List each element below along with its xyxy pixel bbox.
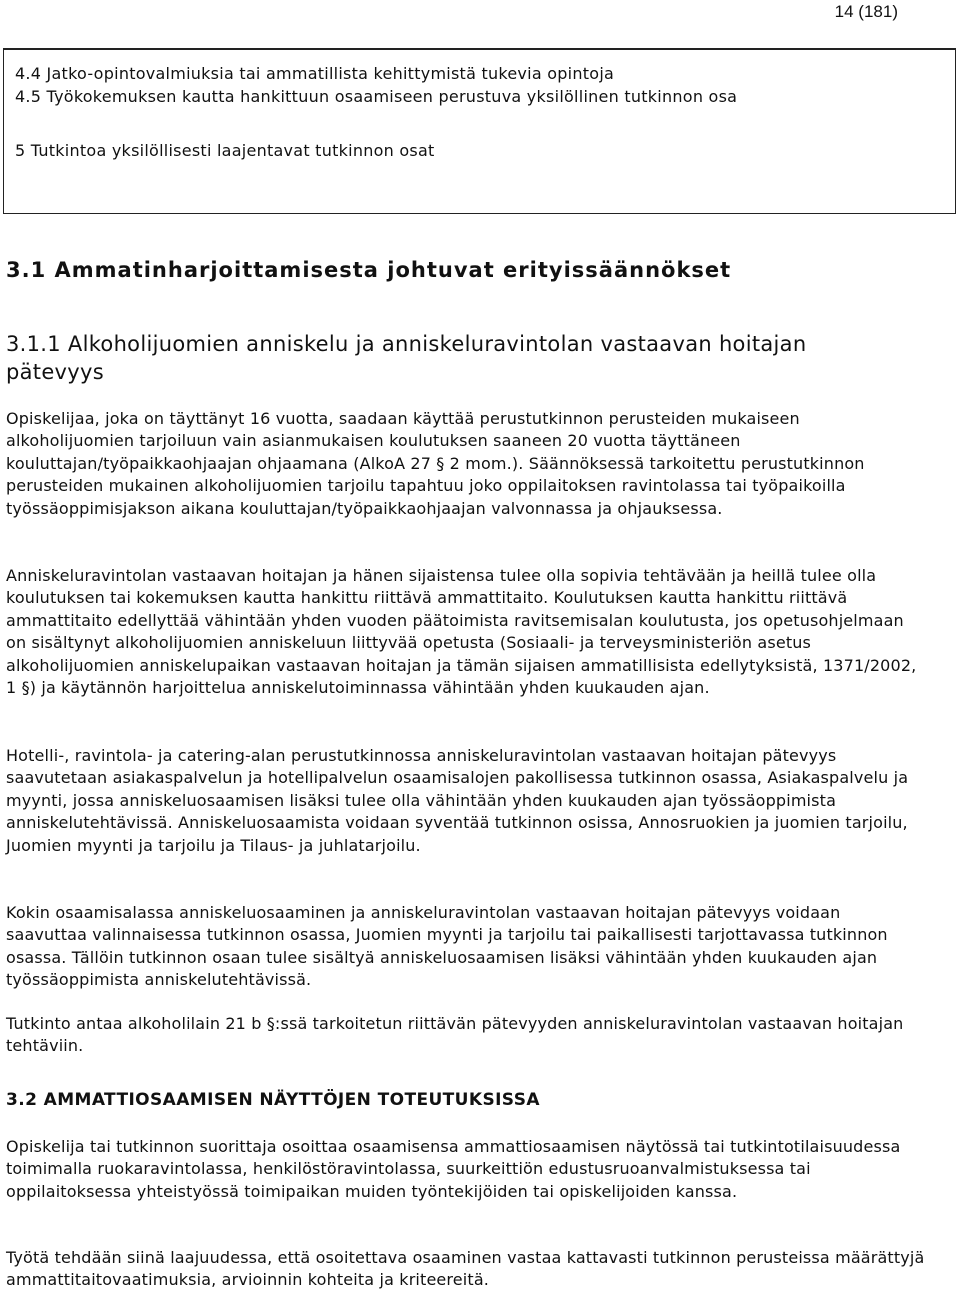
box-line-4-4: 4.4 Jatko-opintovalmiuksia tai ammatillista kehittymistä tukevia opintoja	[15, 64, 615, 83]
paragraph-4: Kokin osaamisalassa anniskeluosaaminen ja anniskeluravintolan vastaavan hoitajan pätevyys voidaan saavuttaa valinnaisessa tutkinnon osassa, Juomien myynti ja tarjoilu tai paikallisesti tarjottavassa tutkinnon osassa. Tällöin tutkinnon osaan tulee sisältyä anniskeluosaamisen lisäksi vähintään yhden kuukauden ajan työssäoppimista anniskelutehtävissä.	[6, 903, 888, 990]
paragraph-2: Anniskeluravintolan vastaavan hoitajan ja hänen sijaistensa tulee olla sopivia tehtävään ja heillä tulee olla koulutuksen tai kokemuksen kautta hankittu riittävä ammattitaito. Koulutuksen kautta hankittu riittävä ammattitaito edellyttää vähintään yhden vuoden päätoimista ravitsemisalan koulutusta, jos opetusohjelmaan on sisältynyt alkoholijuomien anniskeluun liittyvää opetusta (Sosiaali- ja terveysministeriön asetus alkoholijuomien anniskelupaikan vastaavan hoitajan ja tämän sijaisen ammatillisista edellytyksistä, 1371/2002, 1 §) ja käytännön harjoittelua anniskelutoiminnassa vähintään yhden kuukauden ajan.	[6, 566, 917, 698]
section-3-1-heading: 3.1 Ammatinharjoittamisesta johtuvat erityissäännökset	[6, 258, 732, 282]
box-line-5: 5 Tutkintoa yksilöllisesti laajentavat tutkinnon osat	[15, 141, 435, 160]
box-line-4-5: 4.5 Työkokemuksen kautta hankittuun osaamiseen perustuva yksilöllinen tutkinnon osa	[15, 87, 738, 106]
paragraph-3: Hotelli-, ravintola- ja catering-alan perustutkinnossa anniskeluravintolan vastaavan hoitajan pätevyys saavutetaan asiakaspalvelun ja hotellipalvelun osaamisalojen pakollisessa tutkinnon osassa, Asiakaspalvelu ja myynti, jossa anniskeluosaamisen lisäksi tulee olla vähintään yhden kuukauden ajan työssäoppimista anniskelutehtävissä. Anniskeluosaamista voidaan syventää tutkinnon osissa, Annosruokien ja juomien tarjoilu, Juomien myynti ja tarjoilu ja Tilaus- ja juhlatarjoilu.	[6, 746, 909, 855]
paragraph-1: Opiskelijaa, joka on täyttänyt 16 vuotta, saadaan käyttää perustutkinnon perusteiden mukaiseen alkoholijuomien tarjoiluun vain asianmukaisen koulutuksen saaneen 20 vuotta täyttäneen kouluttajan/työpaikkaohjaajan ohjaamana (AlkoA 27 § 2 mom.). Säännöksessä tarkoitettu perustutkinnon perusteiden mukainen alkoholijuomien tarjoilu tapahtuu joko oppilaitoksen ravintolassa tai työpaikoilla työssäoppimisjakson aikana kouluttajan/työpaikkaohjaajan valvonnassa ja ohjauksessa.	[6, 409, 865, 518]
page-number: 14 (181)	[834, 2, 898, 21]
paragraph-7: Työtä tehdään siinä laajuudessa, että osoitettava osaaminen vastaa kattavasti tutkinnon perusteissa määrättyjä ammattitaitovaatimuksia, arvioinnin kohteita ja kriteereitä.	[6, 1248, 925, 1290]
paragraph-5: Tutkinto antaa alkoholilain 21 b §:ssä tarkoitetun riittävän pätevyyden anniskeluravintolan vastaavan hoitajan tehtäviin.	[6, 1014, 904, 1056]
continued-list-box	[3, 48, 956, 214]
section-3-1-1-heading: 3.1.1 Alkoholijuomien anniskelu ja anniskeluravintolan vastaavan hoitajan pätevyys	[6, 332, 807, 384]
section-3-2-heading: 3.2 AMMATTIOSAAMISEN NÄYTTÖJEN TOTEUTUKSISSA	[6, 1090, 540, 1110]
paragraph-6: Opiskelija tai tutkinnon suorittaja osoittaa osaamisensa ammattiosaamisen näytössä tai tutkintotilaisuudessa toimimalla ruokaravintolassa, henkilöstöravintolassa, suurkeittiön edustusruoanvalmistuksessa tai oppilaitoksessa yhteistyössä toimipaikan muiden työntekijöiden tai opiskelijoiden kanssa.	[6, 1137, 901, 1201]
